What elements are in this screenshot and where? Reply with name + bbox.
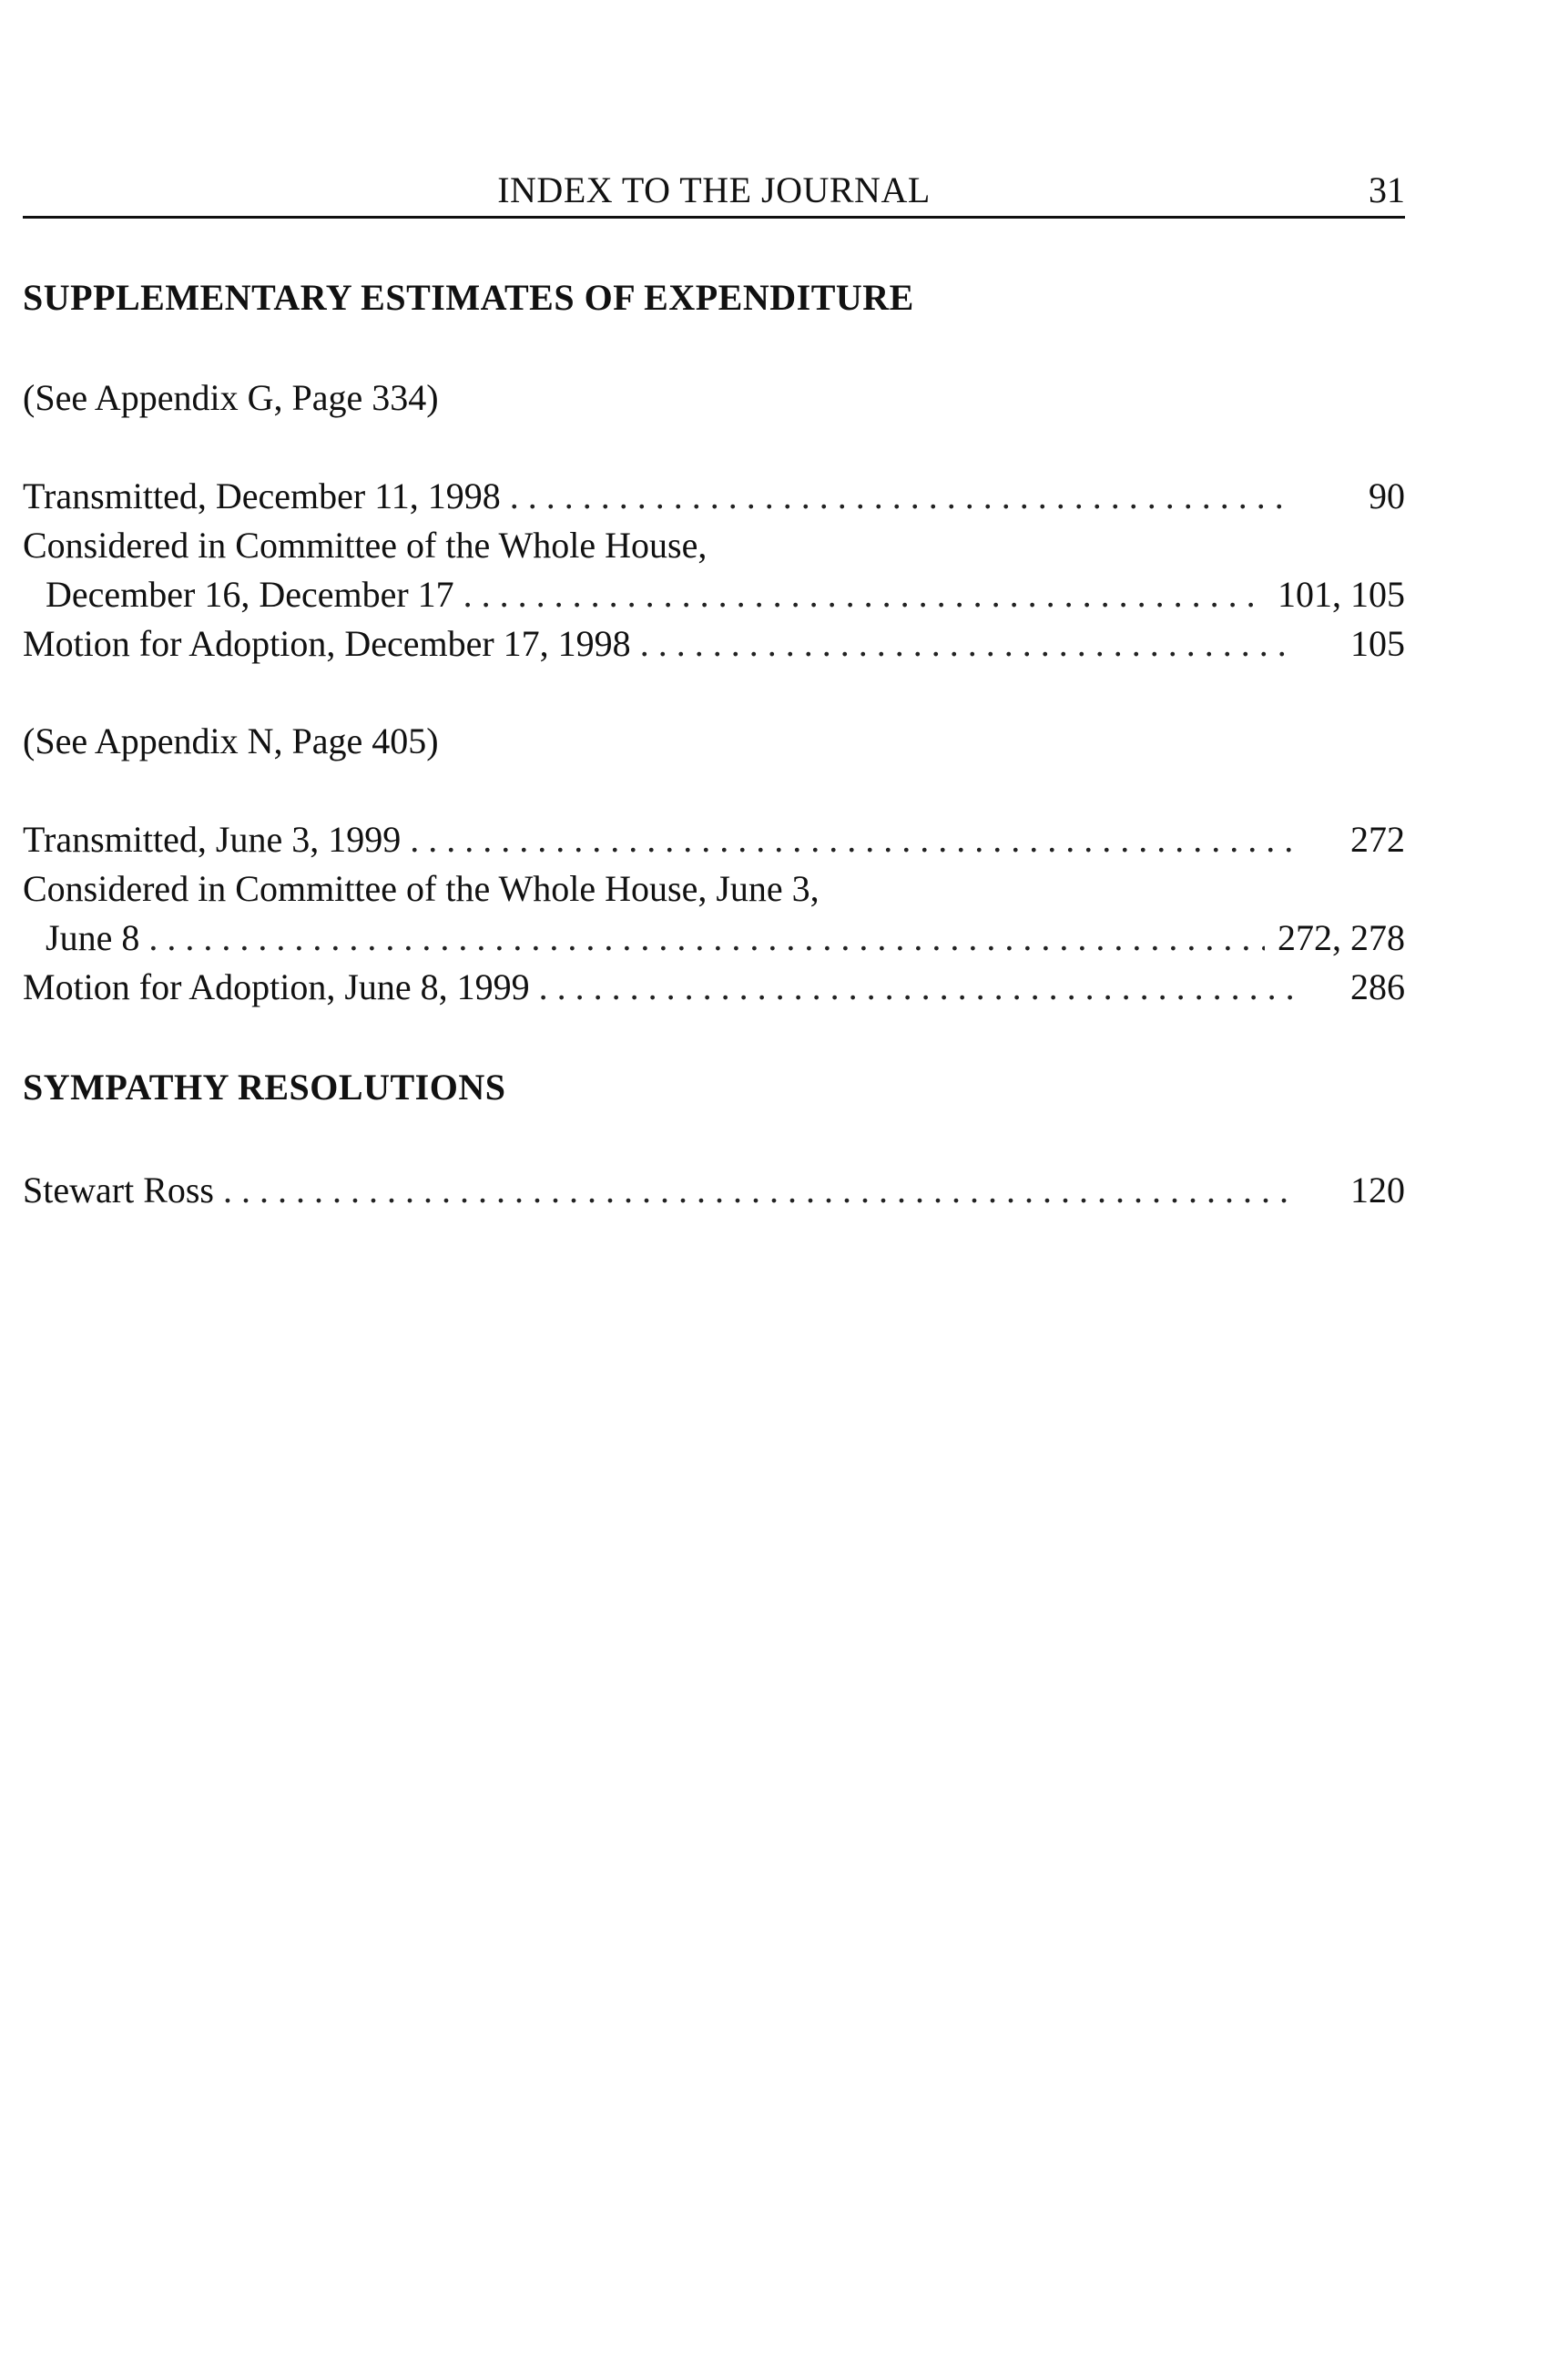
appendix-reference: (See Appendix G, Page 334): [23, 377, 439, 418]
entry-page-numbers: 101, 105: [1278, 574, 1405, 615]
entry-page-numbers: 272: [1350, 819, 1405, 860]
index-entry-continuation: [46, 570, 1405, 619]
entry-text: Considered in Committee of the Whole House,: [23, 525, 708, 566]
entry-page-numbers: 286: [1350, 966, 1405, 1007]
entry-page-numbers: 105: [1350, 623, 1405, 664]
entry-page-numbers: 120: [1350, 1170, 1405, 1210]
index-entry: [23, 815, 1405, 864]
entry-text: Motion for Adoption, June 8, 1999: [23, 966, 530, 1007]
section-heading-supplementary-estimates: SUPPLEMENTARY ESTIMATES OF EXPENDITURE: [23, 277, 914, 318]
index-entry: [23, 1166, 1405, 1215]
section-heading-sympathy-resolutions: SYMPATHY RESOLUTIONS: [23, 1067, 506, 1108]
entry-continuation-text: June 8: [46, 917, 140, 958]
dot-leader: [463, 570, 1265, 619]
dot-leader: [510, 472, 1292, 521]
appendix-reference: (See Appendix N, Page 405): [23, 720, 439, 761]
entry-page-numbers: 272, 278: [1278, 917, 1405, 958]
entry-text: Transmitted, December 11, 1998: [23, 475, 501, 516]
entry-text: Transmitted, June 3, 1999: [23, 819, 402, 860]
index-entry: [23, 619, 1405, 669]
index-entry: [23, 963, 1405, 1012]
entry-continuation-text: December 16, December 17: [46, 574, 454, 615]
entry-text: Considered in Committee of the Whole House, June 3,: [23, 868, 820, 909]
dot-leader: [640, 619, 1292, 669]
entry-text: Motion for Adoption, December 17, 1998: [23, 623, 631, 664]
dot-leader: [148, 914, 1265, 963]
running-title: INDEX TO THE JOURNAL: [497, 169, 931, 210]
index-entry-continuation: [46, 914, 1405, 963]
dot-leader: [223, 1166, 1292, 1215]
entry-page-numbers: 90: [1369, 475, 1405, 516]
dot-leader: [539, 963, 1292, 1012]
running-header: [23, 169, 1405, 219]
index-entry: [23, 472, 1405, 521]
entry-text: Stewart Ross: [23, 1170, 214, 1210]
page-number: 31: [1369, 169, 1405, 210]
dot-leader: [410, 815, 1292, 864]
